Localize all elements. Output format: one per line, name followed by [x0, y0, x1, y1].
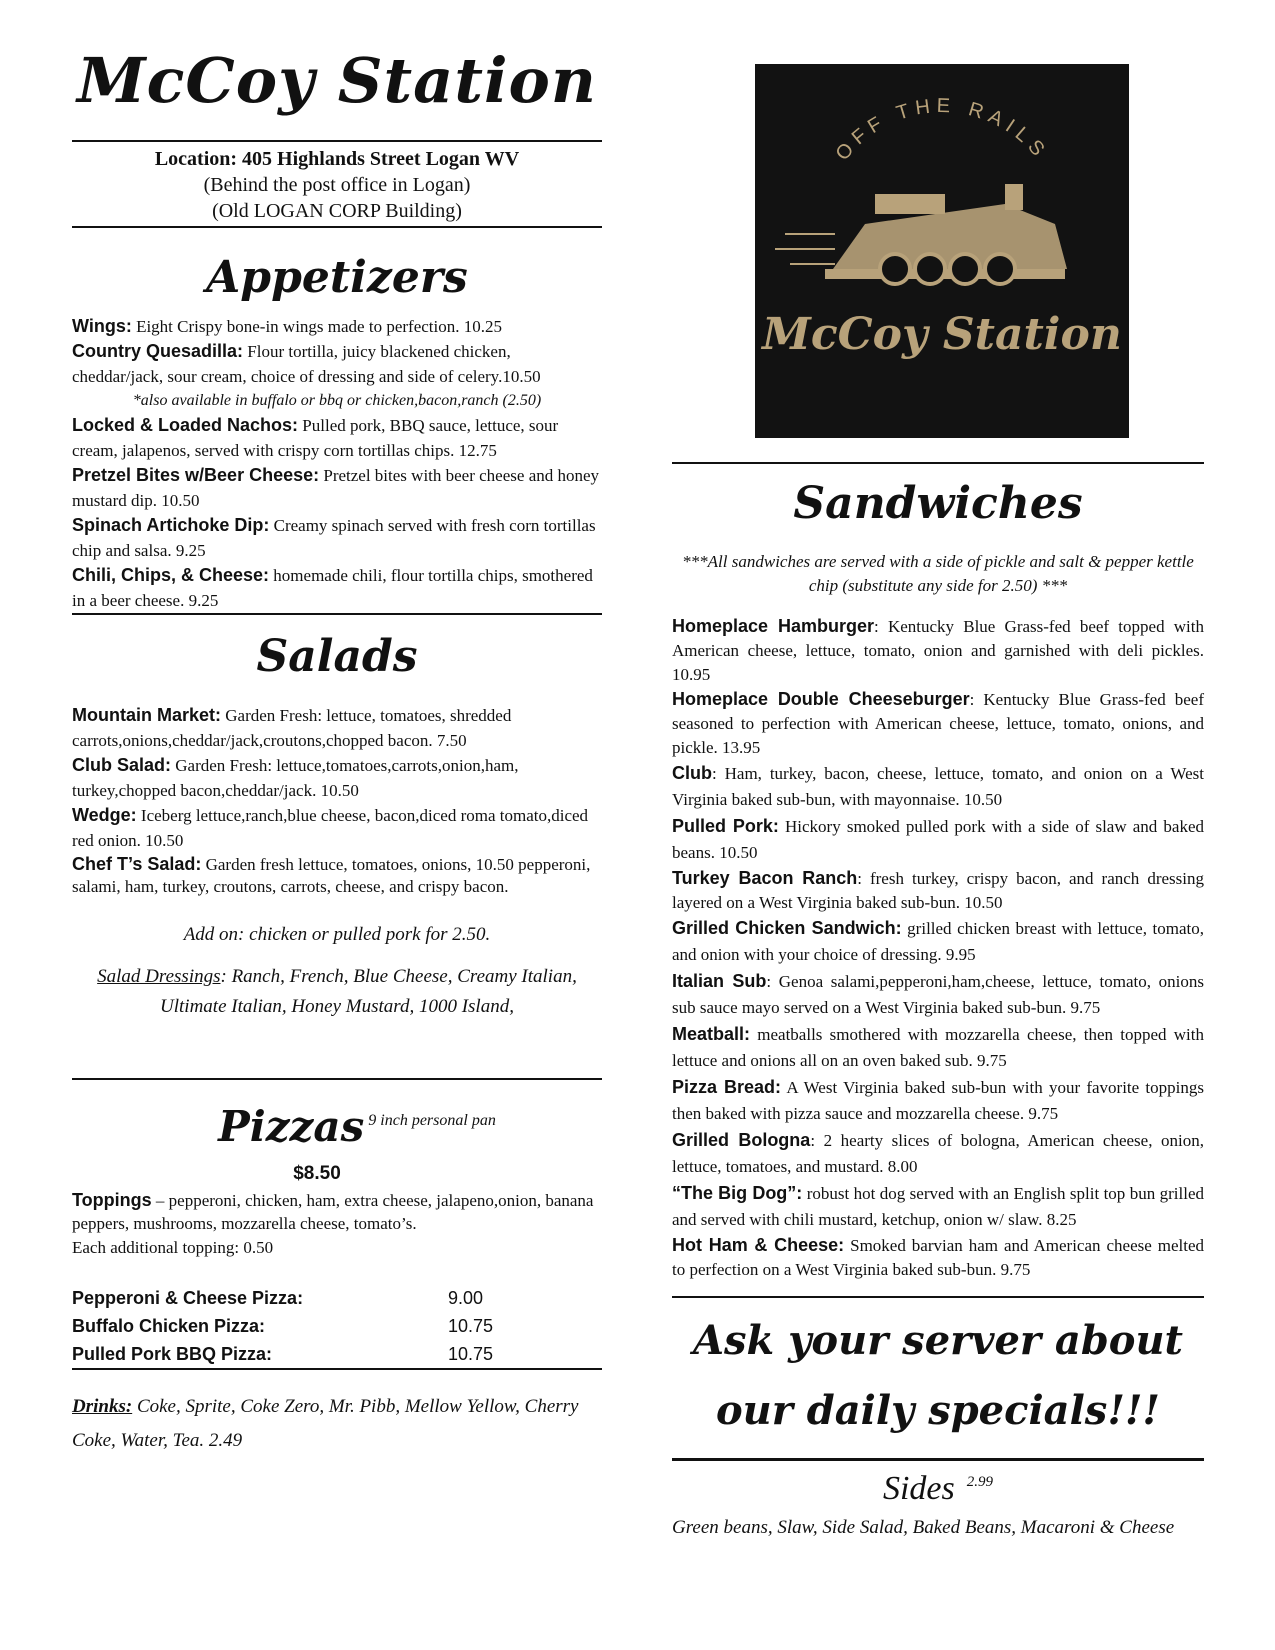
pizzas-title: Pizzas	[218, 1102, 365, 1151]
logo-script-text: McCoy Station	[762, 309, 1122, 360]
sides-price: 2.99	[966, 1474, 994, 1490]
additional-topping: Each additional topping: 0.50	[72, 1238, 274, 1257]
left-column	[72, 0, 602, 1458]
item-name: Meatball:	[672, 1024, 751, 1044]
logo-arc-text: OFF THE RAILS	[831, 94, 1053, 165]
restaurant-title: McCoy Station	[77, 44, 597, 117]
menu-item	[72, 463, 602, 513]
item-desc: Flour tortilla, juicy blackened chicken, cheddar/jack, sour cream, choice of dressing and side of celery.10.50	[72, 342, 541, 386]
item-name: Locked & Loaded Nachos:	[72, 415, 299, 435]
pizza-name: Pulled Pork BBQ Pizza:	[72, 1344, 273, 1364]
item-name: Chili, Chips, & Cheese:	[72, 565, 270, 585]
sandwiches-title: Sandwiches	[793, 478, 1083, 529]
divider	[672, 1458, 1204, 1461]
menu-item	[72, 513, 602, 563]
pizza-row-price: 10.75	[448, 1316, 494, 1336]
location-address: Location: 405 Highlands Street Logan WV	[154, 148, 520, 170]
menu-item	[672, 1021, 1204, 1074]
location-block	[72, 142, 602, 226]
toppings-list: – pepperoni, chicken, ham, extra cheese, jalapeno,onion, banana peppers, mushrooms, mozzarella cheese, tomato’s.	[72, 1191, 594, 1233]
pizza-row-price: 10.75	[448, 1344, 494, 1364]
pizza-name: Buffalo Chicken Pizza:	[72, 1316, 266, 1336]
specialty-pizza-row	[72, 1340, 602, 1368]
item-name: Wings:	[72, 316, 132, 336]
item-name: Pulled Pork:	[672, 816, 779, 836]
menu-item	[672, 614, 1204, 687]
menu-item	[72, 563, 602, 613]
drinks-list: Coke, Sprite, Coke Zero, Mr. Pibb, Mellow Yellow, Cherry Coke, Water, Tea. 2.49	[72, 1396, 579, 1451]
pizza-price: $8.50	[293, 1163, 341, 1184]
item-desc: Iceberg lettuce,ranch,blue cheese, bacon,diced roma tomato,diced red onion. 10.50	[72, 806, 589, 850]
dressings-list: : Ranch, French, Blue Cheese, Creamy Italian, Ultimate Italian, Honey Mustard, 1000 Island,	[160, 966, 577, 1017]
specials-line-2: our daily specials!!!	[715, 1387, 1160, 1434]
quesadilla-note: *also available in buffalo or bbq or chicken,bacon,ranch (2.50)	[132, 392, 542, 409]
item-desc: Pulled pork, BBQ sauce, lettuce, sour cream, jalapenos, served with crispy corn tortillas chips. 12.75	[72, 416, 559, 460]
specialty-pizzas	[72, 1284, 602, 1368]
item-name: Country Quesadilla:	[72, 341, 244, 361]
item-desc: robust hot dog served with an English split top bun grilled and served with chili mustard, ketchup, onion w/ slaw. 8.25	[672, 1184, 1204, 1229]
divider	[72, 613, 602, 615]
menu-item	[672, 866, 1204, 915]
item-desc: : fresh turkey, crispy bacon, and ranch dressing layered on a West Virginia baked sub-bun. 10.50	[672, 869, 1204, 912]
item-desc: : 2 hearty slices of bologna, American cheese, onion, lettuce, tomatoes, and mustard. 8.00	[672, 1131, 1204, 1176]
item-desc: meatballs smothered with mozzarella cheese, then topped with lettuce and onions all on an oven baked sub. 9.75	[672, 1025, 1204, 1070]
item-name: Homeplace Hamburger	[672, 616, 875, 636]
menu-item	[72, 853, 602, 898]
item-name: Turkey Bacon Ranch	[672, 868, 858, 888]
item-desc: Hickory smoked pulled pork with a side of slaw and baked beans. 10.50	[672, 817, 1204, 862]
pizza-name: Pepperoni & Cheese Pizza:	[72, 1288, 304, 1308]
salad-dressings	[72, 962, 602, 1022]
salads-list	[72, 703, 602, 898]
item-desc: Garden Fresh: lettuce,tomatoes,carrots,onion,ham, turkey,chopped bacon,cheddar/jack. 10.50	[72, 756, 519, 800]
train-logo-graphic	[755, 64, 1129, 438]
sides-list: Green beans, Slaw, Side Salad, Baked Beans, Macaroni & Cheese	[672, 1517, 1175, 1538]
menu-item	[672, 760, 1204, 813]
location-building: (Old LOGAN CORP Building)	[212, 200, 462, 222]
item-name: Mountain Market:	[72, 705, 222, 725]
item-desc: Garden fresh lettuce, tomatoes, onions, 10.50 pepperoni, salami, ham, turkey, croutons, carrots, cheese, and crispy bacon.	[72, 855, 591, 896]
salad-add-on: Add on: chicken or pulled pork for 2.50.	[183, 924, 491, 945]
menu-item	[672, 1233, 1204, 1282]
item-desc: : Kentucky Blue Grass-fed beef topped with American cheese, lettuce, tomato, onion and garnished with deli pickles. 10.95	[672, 617, 1204, 684]
toppings-label: Toppings	[72, 1190, 152, 1210]
item-desc: Pretzel bites with beer cheese and honey mustard dip. 10.50	[72, 466, 600, 510]
sides-section	[672, 1470, 1204, 1541]
menu-item	[72, 413, 602, 463]
sandwiches-list	[672, 614, 1204, 1282]
menu-item	[72, 753, 602, 803]
item-name: Pretzel Bites w/Beer Cheese:	[72, 465, 320, 485]
divider	[72, 1368, 602, 1370]
item-desc: : Kentucky Blue Grass-fed beef seasoned to perfection with American cheese, lettuce, tomato, onions, and pickle. 13.95	[672, 690, 1204, 757]
drinks	[72, 1390, 602, 1458]
sandwiches-section	[672, 478, 1204, 1282]
divider	[72, 1078, 602, 1080]
sides-header	[672, 1470, 1204, 1508]
item-desc: Eight Crispy bone-in wings made to perfection. 10.25	[136, 317, 502, 336]
sandwich-note: ***All sandwiches are served with a side of pickle and salt & pepper kettle chip (substitute any side for 2.50) ***	[682, 552, 1194, 595]
item-name: Grilled Chicken Sandwich:	[672, 918, 902, 938]
daily-specials	[672, 1306, 1204, 1446]
menu-item	[672, 968, 1204, 1021]
pizzas-subtitle: 9 inch personal pan	[368, 1112, 496, 1129]
menu-item	[72, 339, 602, 389]
menu-item	[672, 915, 1204, 968]
menu-item	[672, 687, 1204, 760]
item-name: Club Salad:	[72, 755, 172, 775]
item-name: Italian Sub	[672, 971, 767, 991]
location-note: (Behind the post office in Logan)	[203, 174, 471, 196]
item-desc: : Genoa salami,pepperoni,ham,cheese, lettuce, tomato, onions sub sauce mayo served on a West Virginia baked sub-bun. 9.75	[672, 972, 1204, 1017]
menu-item	[672, 1180, 1204, 1233]
menu-item	[72, 703, 602, 753]
divider	[672, 462, 1204, 464]
pizza-row-price: 9.00	[448, 1288, 484, 1308]
menu-item	[72, 803, 602, 853]
item-name: Wedge:	[72, 805, 137, 825]
item-desc: Smoked barvian ham and American cheese melted to perfection on a West Virginia baked sub-bun. 9.75	[672, 1236, 1204, 1279]
divider	[72, 226, 602, 228]
speed-lines	[775, 234, 835, 264]
item-desc: : Ham, turkey, bacon, cheese, lettuce, tomato, and onion on a West Virginia baked sub-bun, with mayonnaise. 10.50	[672, 764, 1204, 809]
logo	[755, 64, 1129, 438]
menu-item	[672, 1127, 1204, 1180]
specialty-pizza-row	[72, 1312, 602, 1340]
item-desc: A West Virginia baked sub-bun with your favorite toppings then baked with pizza sauce and mozzarella cheese. 9.75	[672, 1078, 1204, 1123]
item-desc: homemade chili, flour tortilla chips, smothered in a beer cheese. 9.25	[72, 566, 593, 610]
item-name: Hot Ham & Cheese:	[672, 1235, 845, 1255]
pizzas-header	[72, 1102, 602, 1151]
appetizers-title: Appetizers	[206, 252, 468, 303]
item-name: “The Big Dog”:	[672, 1183, 803, 1203]
specialty-pizza-row	[72, 1284, 602, 1312]
sides-title: Sides	[882, 1470, 955, 1507]
divider	[672, 1296, 1204, 1298]
appetizers-list	[72, 314, 602, 613]
salads-title: Salads	[256, 631, 418, 682]
item-name: Homeplace Double Cheeseburger	[672, 689, 970, 709]
drinks-label: Drinks:	[72, 1396, 133, 1417]
specials-line-1: Ask your server about	[692, 1317, 1184, 1364]
item-name: Chef T’s Salad:	[72, 854, 202, 874]
pizza-toppings	[72, 1189, 602, 1235]
item-name: Club	[672, 763, 712, 783]
menu-item	[672, 813, 1204, 866]
item-name: Pizza Bread:	[672, 1077, 782, 1097]
item-name: Spinach Artichoke Dip:	[72, 515, 270, 535]
dressings-label: Salad Dressings	[97, 966, 221, 987]
menu-item	[672, 1074, 1204, 1127]
item-desc: Garden Fresh: lettuce, tomatoes, shredded carrots,onions,cheddar/jack,croutons,chopped bacon. 7.50	[72, 706, 512, 750]
menu-item	[72, 314, 602, 339]
item-desc: grilled chicken breast with lettuce, tomato, and onion with your choice of dressing. 9.95	[672, 919, 1204, 964]
item-name: Grilled Bologna	[672, 1130, 811, 1150]
item-desc: Creamy spinach served with fresh corn tortillas chip and salsa. 9.25	[72, 516, 596, 560]
